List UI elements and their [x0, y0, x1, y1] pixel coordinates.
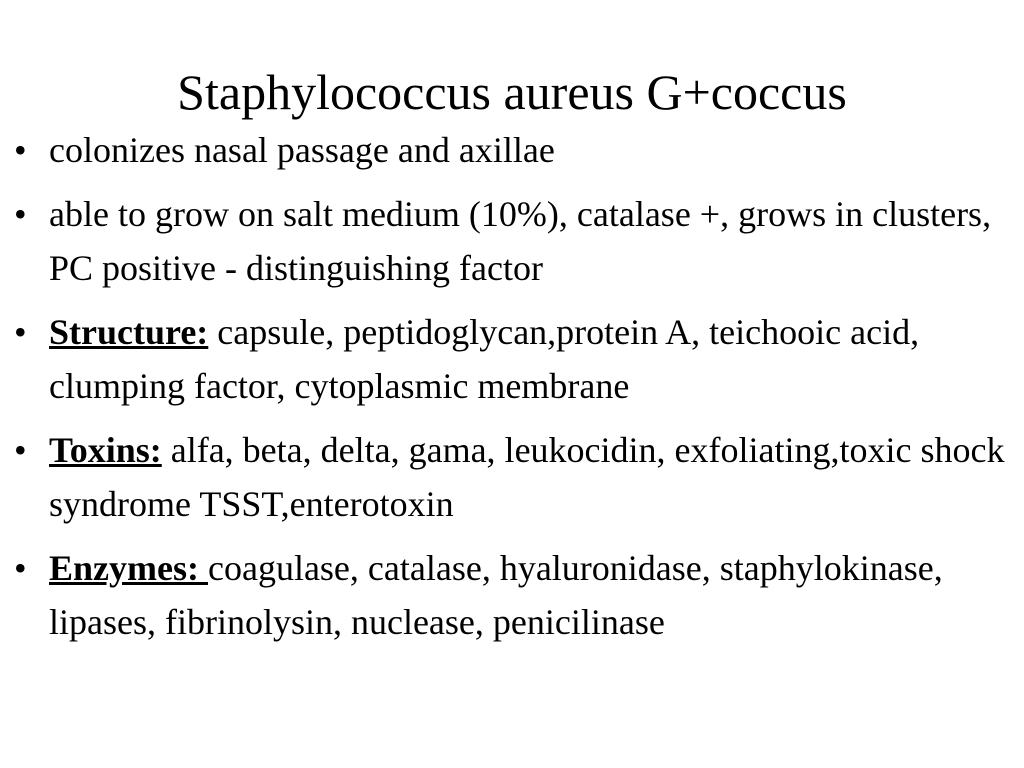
bullet-item-growth	[14, 187, 1014, 295]
bullet-item-toxins	[14, 423, 1014, 531]
bullet-heading-enzymes: Enzymes:	[49, 548, 208, 588]
bullet-marker: •	[14, 430, 27, 470]
bullet-text: colonizes nasal passage and axillae	[49, 130, 555, 170]
bullet-marker: •	[14, 548, 27, 588]
bullet-heading-toxins: Toxins:	[49, 430, 162, 470]
bullet-marker: •	[14, 194, 27, 234]
bullet-item-enzymes	[14, 541, 1014, 649]
bullet-text: capsule, peptidoglycan,protein A, teichooic acid, clumping factor, cytoplasmic membrane	[49, 312, 920, 406]
bullet-text: coagulase, catalase, hyaluronidase, staphylokinase, lipases, fibrinolysin, nuclease, penicilinase	[49, 548, 943, 642]
slide-title: Staphylococcus aureus G+coccus	[177, 64, 847, 120]
bullet-text: able to grow on salt medium (10%), catalase +, grows in clusters, PC positive - distinguishing factor	[49, 194, 992, 288]
bullet-marker: •	[14, 312, 27, 352]
bullet-item-structure	[14, 305, 1014, 413]
bullet-item-colonization	[14, 123, 1014, 177]
bullet-heading-structure: Structure:	[49, 312, 209, 352]
bullet-text: alfa, beta, delta, gama, leukocidin, exfoliating,toxic shock syndrome TSST,enterotoxin	[49, 430, 1005, 524]
bullet-list	[14, 123, 1014, 659]
bullet-marker: •	[14, 130, 27, 170]
